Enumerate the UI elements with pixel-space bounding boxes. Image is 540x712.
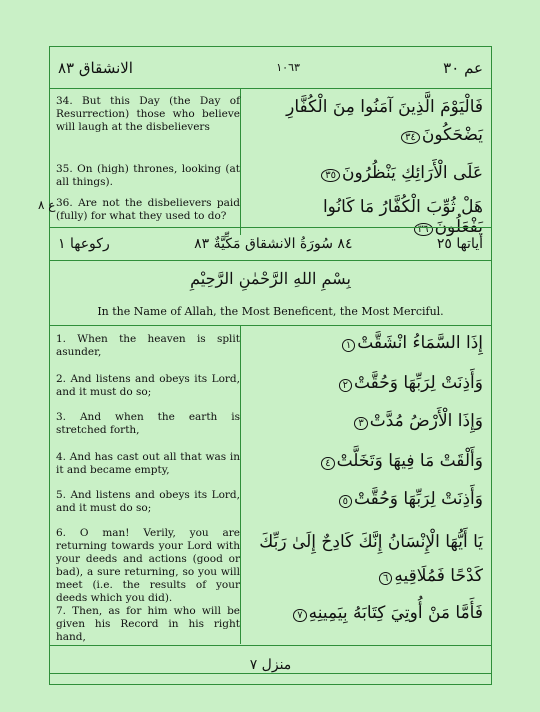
surah-header-band: [50, 227, 491, 261]
verse-en-6: 6. O man! Verily, you are returning towards your Lord with your deeds and actions (good or bad), a sure returning, so you will meet (i.e. the results of your deeds which you did).: [56, 527, 240, 604]
manzil-footer: [49, 645, 492, 685]
verse-ar-5: وَأَذِنَتْ لِرَبِّهَا وَحُقَّتْ٥: [248, 489, 483, 509]
surah-ruku-count: ركوعها ١: [58, 236, 110, 252]
verse-ar-35: عَلَى الْأَرَائِكِ يَنْظُرُونَ٣٥: [248, 163, 483, 183]
surah-title: ٨٤ سُورَةُ الانشقاق مَكِّيَّةٌ ٨٣: [194, 236, 353, 252]
ruku-side-marker: ع ٨: [38, 198, 56, 212]
verse-ar-6: يَا أَيُّهَا الْإِنْسَانُ إِنَّكَ كَادِحٌ إِلَىٰ رَبِّكَ كَدْحًا فَمُلَاقِيهِ٦: [259, 532, 483, 586]
verse-en-35: 35. On (high) thrones, looking (at all things).: [56, 163, 240, 188]
verse-en-34: 34. But this Day (the Day of Resurrection) those who believe will laugh at the disbelievers: [56, 95, 240, 133]
verse-en-3: 3. And when the earth is stretched forth,: [56, 411, 240, 436]
verse-ar-2: وَأَذِنَتْ لِرَبِّهَا وَحُقَّتْ٢: [248, 373, 483, 393]
page-header: [50, 47, 491, 89]
verse-ar-1: إِذَا السَّمَاءُ انْشَقَّتْ١: [248, 333, 483, 353]
bismillah-arabic: بِسْمِ اللهِ الرَّحْمٰنِ الرَّحِيْمِ: [190, 269, 351, 288]
verse-ar-3: وَإِذَا الْأَرْضُ مُدَّتْ٣: [248, 411, 483, 431]
verse-en-2: 2. And listens and obeys its Lord, and it must do so;: [56, 373, 240, 398]
verse-en-7: 7. Then, as for him who will be given his Record in his right hand,: [56, 605, 240, 643]
column-divider-top: [240, 89, 241, 235]
verse-ar-34: فَالْيَوْمَ الَّذِينَ آمَنُوا مِنَ الْكُفَّارِ يَضْحَكُونَ٣٤: [286, 97, 483, 145]
column-divider-main: [240, 326, 241, 644]
header-surah: الانشقاق ٨٣: [58, 58, 133, 77]
verse-en-4: 4. And has cast out all that was in it and became empty,: [56, 451, 240, 476]
verse-en-36: 36. Are not the disbelievers paid (fully) for what they used to do?: [56, 197, 240, 222]
verse-en-1: 1. When the heaven is split asunder,: [56, 333, 240, 358]
verse-ar-7: فَأَمَّا مَنْ أُوتِيَ كِتَابَهُ بِيَمِينِهِ٧: [248, 603, 483, 623]
header-juz: عم ٣٠: [443, 58, 483, 77]
header-page-number: ١٠٦٣: [276, 61, 300, 74]
verse-ar-36: هَلْ ثُوِّبَ الْكُفَّارُ مَا كَانُوا يَفْعَلُونَ٣٦: [322, 197, 483, 237]
bismillah-english: In the Name of Allah, the Most Beneficent, the Most Merciful.: [97, 305, 444, 318]
footer-text: منزل ٧: [249, 657, 292, 673]
verse-ar-4: وَأَلْقَتْ مَا فِيهَا وَتَخَلَّتْ٤: [248, 451, 483, 471]
surah-ayat-count: أياتها ٢٥: [436, 236, 483, 252]
page-frame: [49, 46, 492, 674]
divider: [50, 325, 491, 326]
verse-en-5: 5. And listens and obeys its Lord, and it must do so;: [56, 489, 240, 514]
